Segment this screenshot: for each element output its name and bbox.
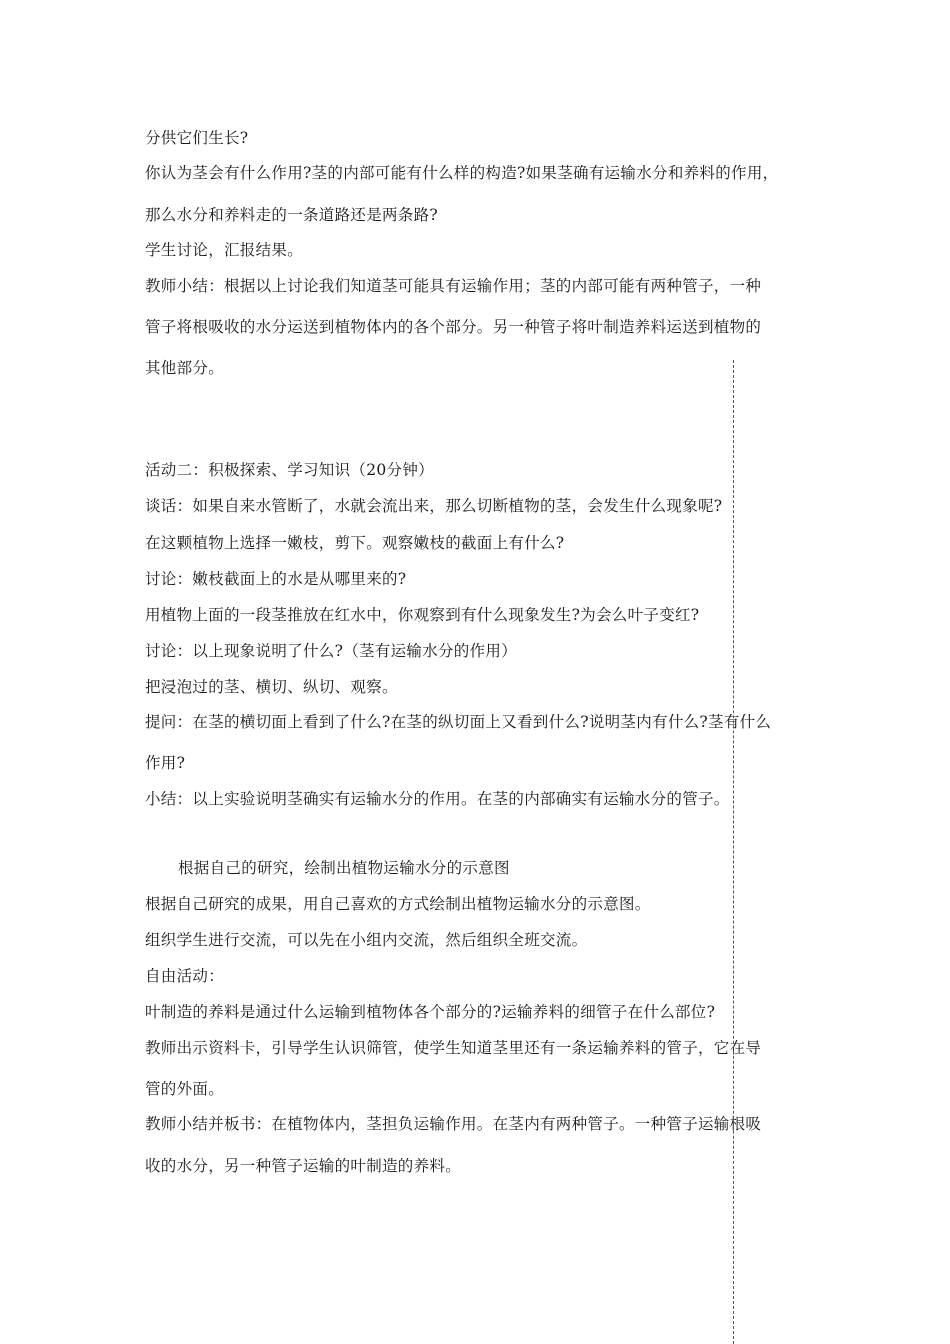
margin-dashed-line bbox=[733, 360, 734, 1344]
text-line: 自由活动： bbox=[145, 967, 225, 985]
text-line: 其他部分。 bbox=[145, 359, 225, 377]
text-line: 在这颗植物上选择一嫩枝，剪下。观察嫩枝的截面上有什么? bbox=[145, 534, 565, 552]
text-line: 叶制造的养料是通过什么运输到植物体各个部分的?运输养料的细管子在什么部位? bbox=[145, 1003, 716, 1021]
text-line: 讨论：嫩枝截面上的水是从哪里来的? bbox=[145, 570, 407, 588]
text-line: 讨论：以上现象说明了什么?（茎有运输水分的作用） bbox=[145, 642, 518, 660]
section-heading: 活动二：积极探索、学习知识（20分钟） bbox=[145, 461, 434, 479]
text-line: 收的水分，另一种管子运输的叶制造的养料。 bbox=[145, 1157, 462, 1175]
text-line: 用植物上面的一段茎推放在红水中，你观察到有什么现象发生?为会么叶子变红? bbox=[145, 606, 700, 624]
text-line: 管子将根吸收的水分运送到植物体内的各个部分。另一种管子将叶制造养料运送到植物的 bbox=[145, 318, 762, 336]
text-line: 教师出示资料卡，引导学生认识筛管，使学生知道茎里还有一条运输养料的管子，它在导 bbox=[145, 1039, 762, 1057]
text-line: 提问：在茎的横切面上看到了什么?在茎的纵切面上又看到什么?说明茎内有什么?茎有什么 bbox=[145, 713, 772, 731]
text-line: 把浸泡过的茎、横切、纵切、观察。 bbox=[145, 678, 398, 696]
text-line: 组织学生进行交流，可以先在小组内交流，然后组织全班交流。 bbox=[145, 931, 588, 949]
text-line: 分供它们生长? bbox=[145, 129, 249, 147]
text-line: 那么水分和养料走的一条道路还是两条路? bbox=[145, 206, 439, 224]
text-line: 小结：以上实验说明茎确实有运输水分的作用。在茎的内部确实有运输水分的管子。 bbox=[145, 790, 730, 808]
text-line: 学生讨论，汇报结果。 bbox=[145, 241, 304, 259]
text-line: 教师小结：根据以上讨论我们知道茎可能具有运输作用；茎的内部可能有两种管子，一种 bbox=[145, 277, 762, 295]
text-line: 管的外面。 bbox=[145, 1080, 225, 1098]
text-line: 根据自己研究的成果，用自己喜欢的方式绘制出植物运输水分的示意图。 bbox=[145, 895, 651, 913]
text-line: 教师小结并板书：在植物体内，茎担负运输作用。在茎内有两种管子。一种管子运输根吸 bbox=[145, 1115, 762, 1133]
text-line: 你认为茎会有什么作用?茎的内部可能有什么样的构造?如果茎确有运输水分和养料的作用， bbox=[145, 164, 779, 182]
text-line: 作用? bbox=[145, 754, 186, 772]
text-line: 谈话：如果自来水管断了，水就会流出来，那么切断植物的茎，会发生什么现象呢? bbox=[145, 497, 723, 515]
section-heading: 根据自己的研究，绘制出植物运输水分的示意图 bbox=[178, 859, 510, 877]
